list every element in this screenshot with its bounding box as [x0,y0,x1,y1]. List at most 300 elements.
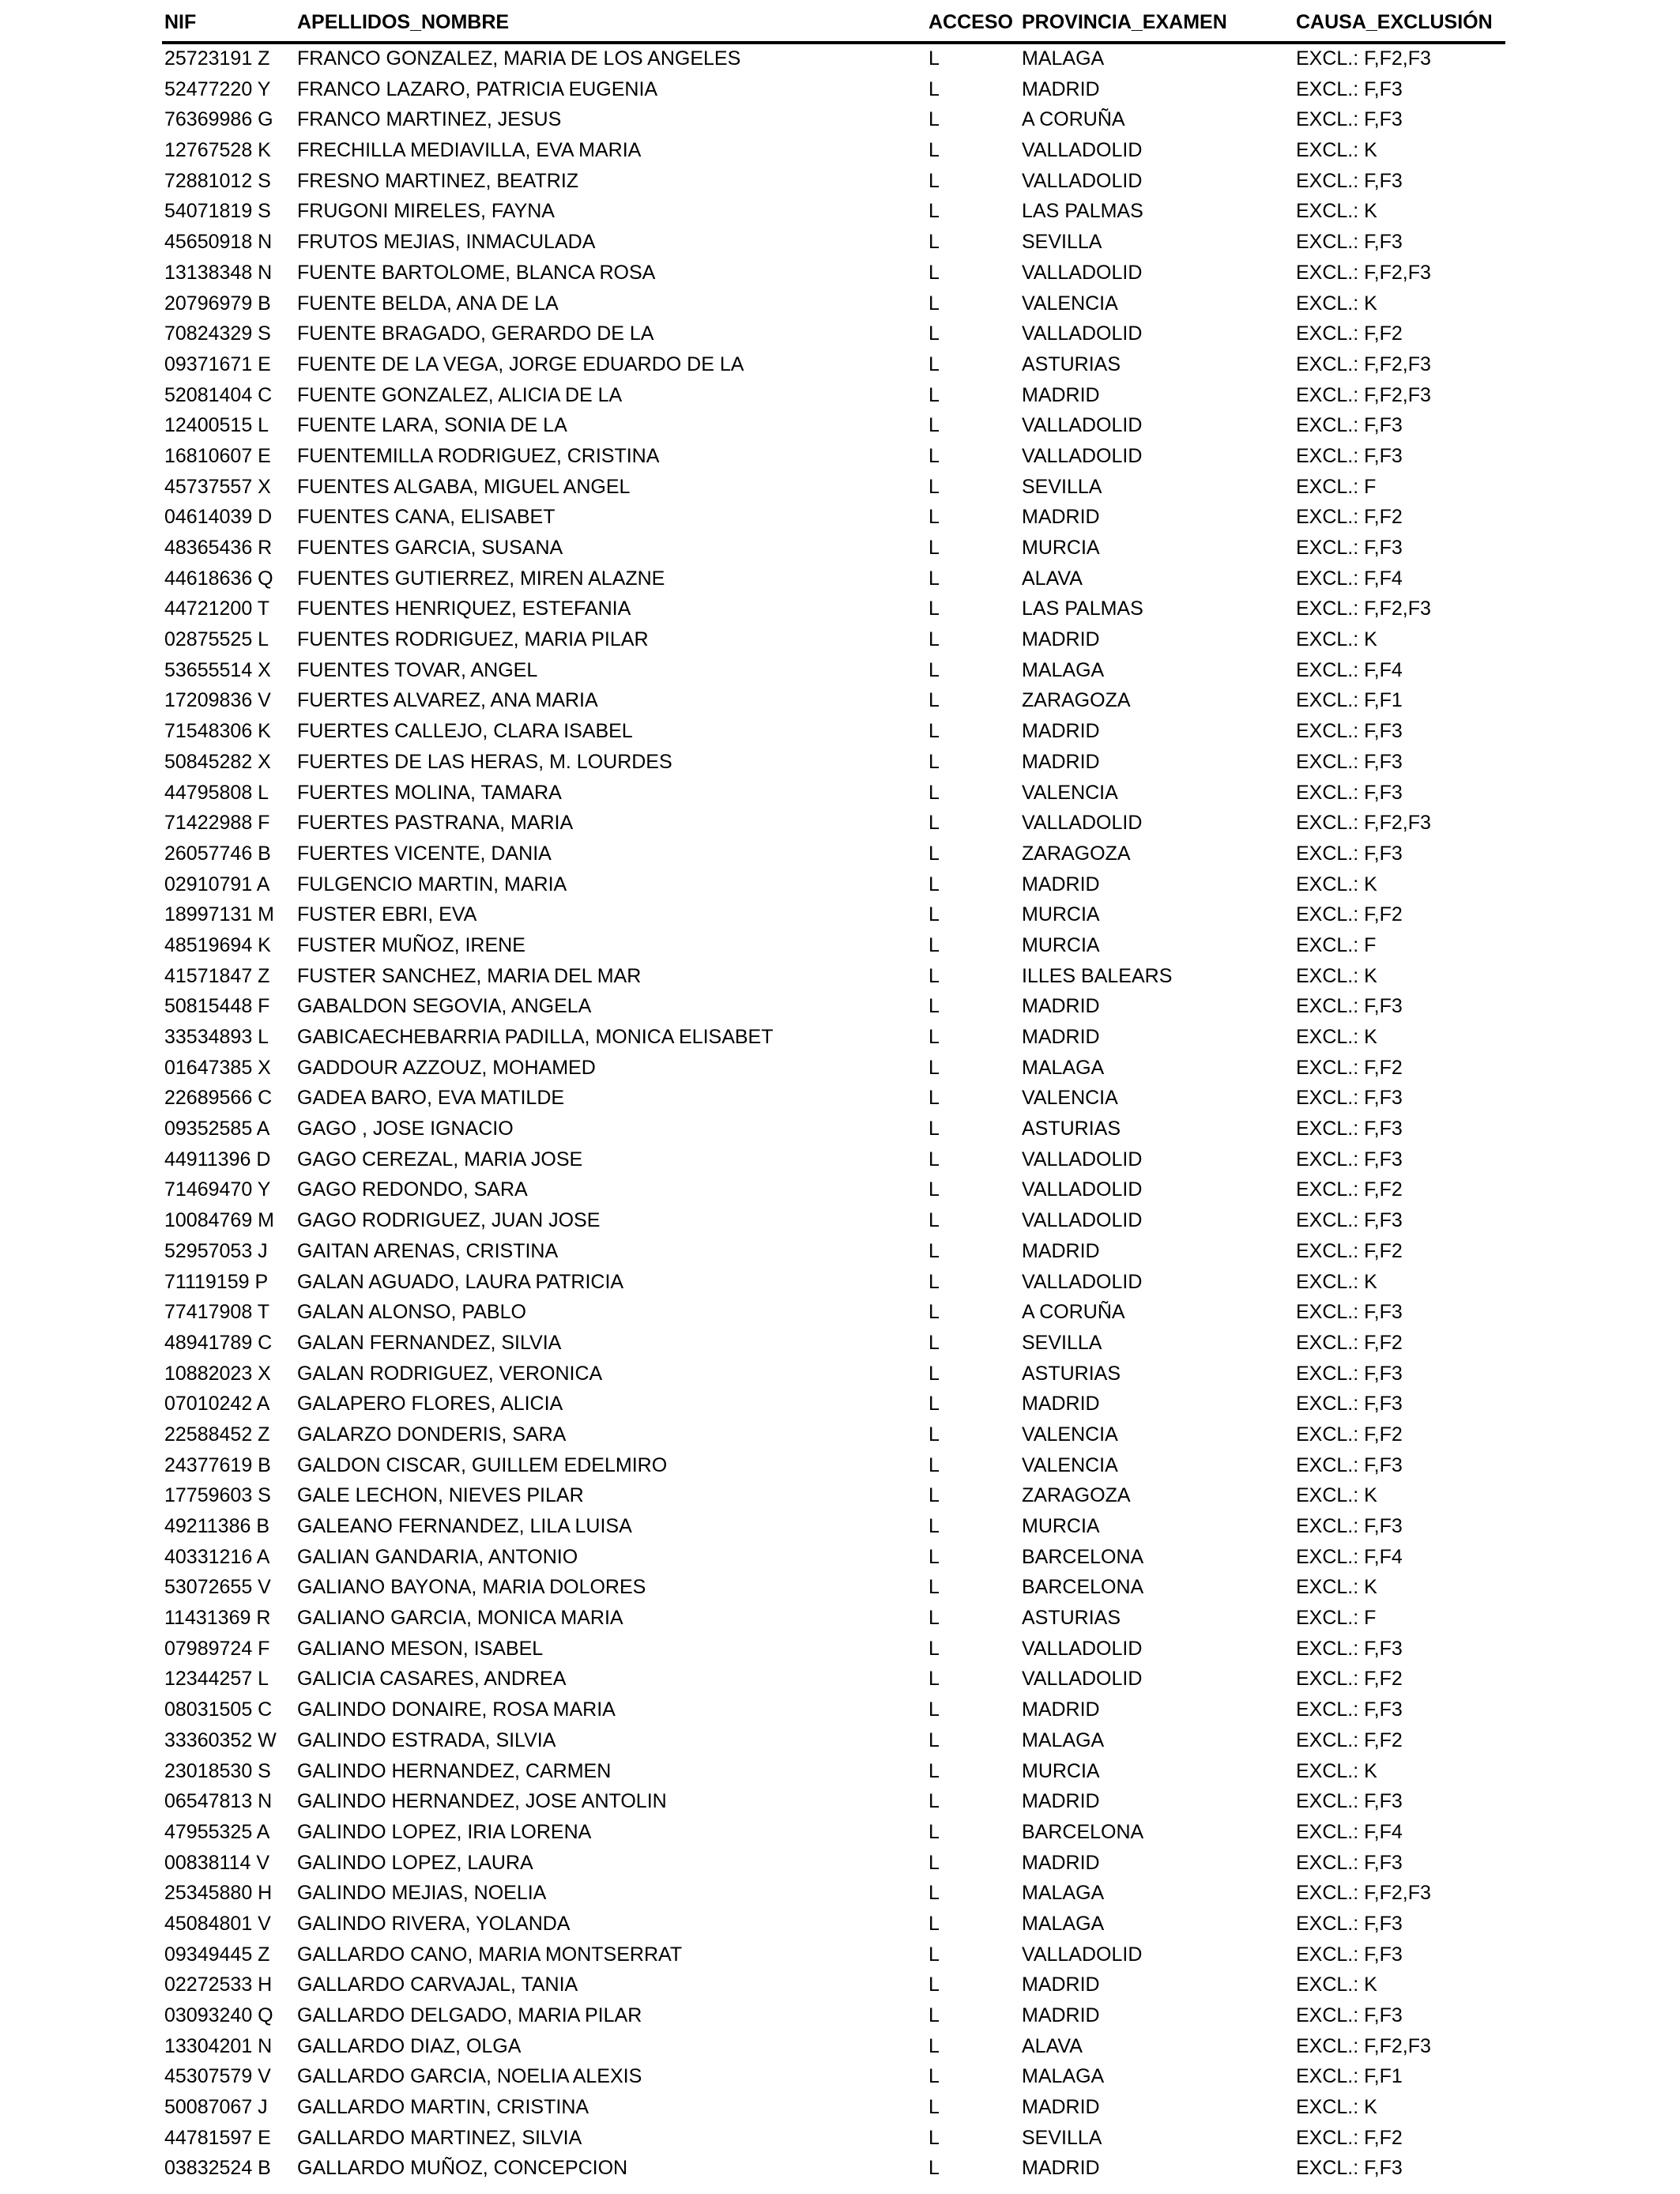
provincia-cell: VALLADOLID [1022,812,1143,835]
name-cell: FUENTE BELDA, ANA DE LA [297,292,559,315]
nif-cell: 10084769 M [164,1209,275,1232]
nif-cell: 77417908 T [164,1301,269,1324]
table-row [0,1268,1680,1299]
acceso-cell: L [929,292,940,315]
table-row [0,2032,1680,2063]
acceso-cell: L [929,2004,940,2026]
nif-cell: 10882023 X [164,1362,271,1385]
provincia-cell: MURCIA [1022,1515,1100,1537]
name-cell: FUENTES HENRIQUEZ, ESTEFANIA [297,598,631,620]
table-row [0,1054,1680,1084]
causa-cell: EXCL.: F,F2 [1296,322,1403,345]
provincia-cell: MADRID [1022,2096,1100,2119]
acceso-cell: L [929,567,940,590]
table-row [0,1940,1680,1971]
table-row [0,962,1680,993]
name-cell: GADEA BARO, EVA MATILDE [297,1087,565,1110]
acceso-cell: L [929,383,940,406]
table-row [0,656,1680,687]
causa-cell: EXCL.: K [1296,1576,1377,1599]
causa-cell: EXCL.: F,F2 [1296,1423,1403,1446]
acceso-cell: L [929,1087,940,1110]
nif-cell: 16810607 E [164,444,271,467]
nif-cell: 44781597 E [164,2126,271,2149]
acceso-cell: L [929,1576,940,1599]
causa-cell: EXCL.: F,F2 [1296,1331,1403,1354]
table-row [0,1695,1680,1726]
provincia-cell: VALLADOLID [1022,1270,1143,1293]
provincia-cell: VALLADOLID [1022,261,1143,284]
causa-cell: EXCL.: F,F2 [1296,1668,1403,1691]
name-cell: FUERTES MOLINA, TAMARA [297,781,562,804]
nif-cell: 11431369 R [164,1607,271,1630]
causa-cell: EXCL.: F,F3 [1296,1515,1403,1537]
nif-cell: 71119159 P [164,1270,269,1293]
acceso-cell: L [929,1851,940,1874]
nif-cell: 00838114 V [164,1851,269,1874]
table-row [0,75,1680,106]
causa-cell: EXCL.: F,F2,F3 [1296,261,1431,284]
acceso-cell: L [929,1790,940,1813]
acceso-cell: L [929,720,940,743]
name-cell: GALIANO GARCIA, MONICA MARIA [297,1607,623,1630]
table-row [0,778,1680,809]
table-row [0,1512,1680,1543]
causa-cell: EXCL.: F,F3 [1296,1943,1403,1966]
provincia-cell: MADRID [1022,1973,1100,1996]
acceso-cell: L [929,322,940,345]
provincia-cell: VALENCIA [1022,292,1118,315]
provincia-cell: ILLES BALEARS [1022,964,1173,987]
acceso-cell: L [929,2096,940,2119]
nif-cell: 71548306 K [164,720,271,743]
table-row [0,1023,1680,1054]
acceso-cell: L [929,1943,940,1966]
table-row [0,809,1680,839]
provincia-cell: LAS PALMAS [1022,200,1143,223]
causa-cell: EXCL.: F,F2 [1296,1239,1403,1262]
name-cell: FRECHILLA MEDIAVILLA, EVA MARIA [297,139,642,162]
nif-cell: 25345880 H [164,1882,273,1905]
provincia-cell: MADRID [1022,1026,1100,1048]
table-row [0,1970,1680,2001]
name-cell: GALINDO LOPEZ, IRIA LORENA [297,1820,592,1843]
name-cell: GADDOUR AZZOUZ, MOHAMED [297,1056,596,1079]
acceso-cell: L [929,1759,940,1782]
nif-cell: 23018530 S [164,1759,271,1782]
acceso-cell: L [929,1331,940,1354]
table-row [0,197,1680,228]
acceso-cell: L [929,77,940,100]
causa-cell: EXCL.: K [1296,2096,1377,2119]
name-cell: FUERTES ALVAREZ, ANA MARIA [297,689,598,712]
nif-cell: 45307579 V [164,2065,271,2088]
nif-cell: 04614039 D [164,506,273,529]
causa-cell: EXCL.: F,F3 [1296,169,1403,192]
table-row [0,625,1680,656]
provincia-cell: BARCELONA [1022,1820,1144,1843]
provincia-cell: VALLADOLID [1022,1668,1143,1691]
acceso-cell: L [929,47,940,70]
nif-cell: 09349445 Z [164,1943,270,1966]
nif-cell: 07989724 F [164,1637,270,1660]
causa-cell: EXCL.: F,F3 [1296,1362,1403,1385]
name-cell: GALLARDO CARVAJAL, TANIA [297,1973,578,1996]
table-row [0,1543,1680,1574]
acceso-cell: L [929,2126,940,2149]
nif-cell: 17209836 V [164,689,271,712]
provincia-cell: ALAVA [1022,567,1083,590]
causa-cell: EXCL.: F,F3 [1296,77,1403,100]
nif-cell: 12767528 K [164,139,271,162]
name-cell: FRANCO LAZARO, PATRICIA EUGENIA [297,77,658,100]
nif-cell: 53655514 X [164,658,271,681]
nif-cell: 08031505 C [164,1698,273,1721]
causa-cell: EXCL.: F,F2 [1296,1728,1403,1751]
name-cell: FUSTER MUÑOZ, IRENE [297,933,525,956]
causa-cell: EXCL.: F,F3 [1296,108,1403,131]
acceso-cell: L [929,139,940,162]
acceso-cell: L [929,598,940,620]
nif-cell: 12400515 L [164,414,269,437]
acceso-cell: L [929,812,940,835]
table-row [0,1084,1680,1114]
nif-cell: 70824329 S [164,322,271,345]
nif-cell: 45084801 V [164,1912,271,1935]
nif-cell: 01647385 X [164,1056,271,1079]
provincia-cell: ZARAGOZA [1022,1484,1131,1507]
acceso-cell: L [929,842,940,865]
name-cell: GALARZO DONDERIS, SARA [297,1423,567,1446]
table-row [0,1145,1680,1176]
acceso-cell: L [929,1515,940,1537]
name-cell: GALLARDO DIAZ, OLGA [297,2034,522,2057]
table-row [0,748,1680,778]
acceso-cell: L [929,1882,940,1905]
provincia-cell: VALLADOLID [1022,1943,1143,1966]
acceso-cell: L [929,1056,940,1079]
acceso-cell: L [929,2034,940,2057]
acceso-cell: L [929,444,940,467]
nif-cell: 71469470 Y [164,1178,271,1201]
name-cell: GALAN AGUADO, LAURA PATRICIA [297,1270,624,1293]
causa-cell: EXCL.: K [1296,139,1377,162]
acceso-cell: L [929,169,940,192]
causa-cell: EXCL.: K [1296,1973,1377,1996]
provincia-cell: MADRID [1022,2157,1100,2180]
acceso-cell: L [929,1118,940,1140]
nif-cell: 49211386 B [164,1515,269,1537]
acceso-cell: L [929,689,940,712]
table-row [0,1634,1680,1665]
table-row [0,228,1680,258]
provincia-cell: MADRID [1022,720,1100,743]
nif-cell: 40331216 A [164,1545,270,1568]
header-nif: NIF [164,11,197,33]
provincia-cell: MALAGA [1022,658,1105,681]
provincia-cell: MALAGA [1022,47,1105,70]
table-row [0,44,1680,75]
nif-cell: 20796979 B [164,292,271,315]
acceso-cell: L [929,1545,940,1568]
table-row [0,105,1680,136]
causa-cell: EXCL.: F,F3 [1296,1148,1403,1171]
causa-cell: EXCL.: F,F3 [1296,444,1403,467]
acceso-cell: L [929,1453,940,1476]
provincia-cell: MURCIA [1022,1759,1100,1782]
name-cell: FULGENCIO MARTIN, MARIA [297,873,567,895]
causa-cell: EXCL.: F,F3 [1296,1698,1403,1721]
table-row [0,2093,1680,2124]
provincia-cell: VALLADOLID [1022,1209,1143,1232]
table-row [0,1389,1680,1420]
causa-cell: EXCL.: F,F2,F3 [1296,812,1431,835]
nif-cell: 76369986 G [164,108,273,131]
provincia-cell: BARCELONA [1022,1576,1144,1599]
provincia-cell: MADRID [1022,995,1100,1018]
causa-cell: EXCL.: K [1296,628,1377,651]
name-cell: FUENTES GARCIA, SUSANA [297,537,563,559]
name-cell: GALAPERO FLORES, ALICIA [297,1393,563,1416]
table-row [0,1298,1680,1329]
provincia-cell: VALLADOLID [1022,1178,1143,1201]
table-row [0,1726,1680,1757]
name-cell: GABICAECHEBARRIA PADILLA, MONICA ELISABET [297,1026,774,1048]
name-cell: GALEANO FERNANDEZ, LILA LUISA [297,1515,632,1537]
acceso-cell: L [929,1728,940,1751]
provincia-cell: MADRID [1022,1790,1100,1813]
nif-cell: 07010242 A [164,1393,270,1416]
acceso-cell: L [929,903,940,926]
causa-cell: EXCL.: F,F3 [1296,1087,1403,1110]
acceso-cell: L [929,1026,940,1048]
nif-cell: 44795808 L [164,781,269,804]
acceso-cell: L [929,873,940,895]
table-row [0,1757,1680,1788]
causa-cell: EXCL.: F,F3 [1296,781,1403,804]
causa-cell: EXCL.: F,F3 [1296,414,1403,437]
name-cell: GAGO CEREZAL, MARIA JOSE [297,1148,583,1171]
causa-cell: EXCL.: F [1296,933,1377,956]
provincia-cell: VALLADOLID [1022,414,1143,437]
provincia-cell: VALLADOLID [1022,1148,1143,1171]
table-row [0,931,1680,962]
causa-cell: EXCL.: F,F3 [1296,1118,1403,1140]
causa-cell: EXCL.: F,F3 [1296,231,1403,254]
table-row [0,2154,1680,2185]
name-cell: FUENTE BARTOLOME, BLANCA ROSA [297,261,656,284]
table-row [0,442,1680,473]
nif-cell: 45737557 X [164,475,271,498]
name-cell: GALLARDO GARCIA, NOELIA ALEXIS [297,2065,642,2088]
causa-cell: EXCL.: K [1296,200,1377,223]
nif-cell: 18997131 M [164,903,275,926]
table-row [0,1359,1680,1390]
provincia-cell: VALLADOLID [1022,444,1143,467]
name-cell: FUERTES DE LAS HERAS, M. LOURDES [297,750,672,773]
table-row [0,1206,1680,1237]
causa-cell: EXCL.: F,F3 [1296,1912,1403,1935]
provincia-cell: MALAGA [1022,1912,1105,1935]
causa-cell: EXCL.: F,F3 [1296,995,1403,1018]
acceso-cell: L [929,1178,940,1201]
table-row [0,381,1680,412]
table-row [0,1481,1680,1512]
causa-cell: EXCL.: F,F3 [1296,720,1403,743]
acceso-cell: L [929,1912,940,1935]
name-cell: GAITAN ARENAS, CRISTINA [297,1239,559,1262]
nif-cell: 02910791 A [164,873,270,895]
acceso-cell: L [929,414,940,437]
nif-cell: 53072655 V [164,1576,271,1599]
table-row [0,136,1680,167]
name-cell: FUERTES PASTRANA, MARIA [297,812,574,835]
name-cell: GALLARDO CANO, MARIA MONTSERRAT [297,1943,683,1966]
provincia-cell: MALAGA [1022,1882,1105,1905]
nif-cell: 44911396 D [164,1148,271,1171]
acceso-cell: L [929,995,940,1018]
acceso-cell: L [929,781,940,804]
table-row [0,1420,1680,1451]
table-row [0,411,1680,442]
nif-cell: 72881012 S [164,169,271,192]
causa-cell: EXCL.: F,F4 [1296,567,1403,590]
acceso-cell: L [929,750,940,773]
name-cell: GALLARDO MARTIN, CRISTINA [297,2096,590,2119]
name-cell: FRESNO MARTINEZ, BEATRIZ [297,169,579,192]
provincia-cell: MADRID [1022,628,1100,651]
provincia-cell: VALENCIA [1022,1453,1118,1476]
table-row [0,870,1680,901]
name-cell: GALAN FERNANDEZ, SILVIA [297,1331,562,1354]
provincia-cell: ZARAGOZA [1022,689,1131,712]
nif-cell: 03093240 Q [164,2004,273,2026]
causa-cell: EXCL.: F,F3 [1296,1637,1403,1660]
causa-cell: EXCL.: K [1296,292,1377,315]
name-cell: FUENTE DE LA VEGA, JORGE EDUARDO DE LA [297,352,744,375]
causa-cell: EXCL.: F,F1 [1296,2065,1403,2088]
name-cell: FRUGONI MIRELES, FAYNA [297,200,555,223]
causa-cell: EXCL.: F,F2,F3 [1296,2034,1431,2057]
name-cell: GAGO , JOSE IGNACIO [297,1118,514,1140]
causa-cell: EXCL.: K [1296,1270,1377,1293]
name-cell: FRANCO GONZALEZ, MARIA DE LOS ANGELES [297,47,741,70]
acceso-cell: L [929,1301,940,1324]
causa-cell: EXCL.: F,F2 [1296,903,1403,926]
name-cell: GALICIA CASARES, ANDREA [297,1668,567,1691]
table-row [0,2124,1680,2154]
table-row [0,900,1680,931]
table-row [0,258,1680,289]
provincia-cell: SEVILLA [1022,2126,1102,2149]
table-row [0,1114,1680,1145]
acceso-cell: L [929,2157,940,2180]
nif-cell: 52081404 C [164,383,273,406]
table-row [0,1329,1680,1359]
acceso-cell: L [929,108,940,131]
acceso-cell: L [929,1607,940,1630]
causa-cell: EXCL.: F,F3 [1296,750,1403,773]
causa-cell: EXCL.: F,F3 [1296,1851,1403,1874]
acceso-cell: L [929,506,940,529]
table-body [0,44,1680,2185]
provincia-cell: SEVILLA [1022,1331,1102,1354]
name-cell: GALLARDO MUÑOZ, CONCEPCION [297,2157,628,2180]
acceso-cell: L [929,1820,940,1843]
name-cell: FUERTES CALLEJO, CLARA ISABEL [297,720,633,743]
causa-cell: EXCL.: F,F2 [1296,2126,1403,2149]
acceso-cell: L [929,1668,940,1691]
name-cell: GALINDO HERNANDEZ, CARMEN [297,1759,612,1782]
provincia-cell: MADRID [1022,77,1100,100]
provincia-cell: MALAGA [1022,1056,1105,1079]
nif-cell: 45650918 N [164,231,273,254]
provincia-cell: MADRID [1022,750,1100,773]
name-cell: FUENTE LARA, SONIA DE LA [297,414,567,437]
acceso-cell: L [929,1973,940,1996]
provincia-cell: MURCIA [1022,933,1100,956]
causa-cell: EXCL.: F,F3 [1296,1453,1403,1476]
table-row [0,1664,1680,1695]
name-cell: FRANCO MARTINEZ, JESUS [297,108,562,131]
causa-cell: EXCL.: K [1296,1484,1377,1507]
provincia-cell: VALENCIA [1022,1423,1118,1446]
nif-cell: 17759603 S [164,1484,271,1507]
table-row [0,2001,1680,2032]
nif-cell: 52957053 J [164,1239,268,1262]
causa-cell: EXCL.: F,F2,F3 [1296,383,1431,406]
header-provincia-examen: PROVINCIA_EXAMEN [1022,11,1227,33]
nif-cell: 47955325 A [164,1820,270,1843]
provincia-cell: SEVILLA [1022,231,1102,254]
header-causa-exclusion: CAUSA_EXCLUSIÓN [1296,11,1493,33]
nif-cell: 41571847 Z [164,964,270,987]
name-cell: GALLARDO MARTINEZ, SILVIA [297,2126,582,2149]
nif-cell: 48365436 R [164,537,273,559]
name-cell: FRUTOS MEJIAS, INMACULADA [297,231,596,254]
acceso-cell: L [929,1637,940,1660]
acceso-cell: L [929,1148,940,1171]
name-cell: GALINDO LOPEZ, LAURA [297,1851,533,1874]
provincia-cell: VALENCIA [1022,1087,1118,1110]
provincia-cell: LAS PALMAS [1022,598,1143,620]
table-row [0,533,1680,564]
nif-cell: 71422988 F [164,812,270,835]
table-row [0,594,1680,625]
causa-cell: EXCL.: F,F2,F3 [1296,352,1431,375]
name-cell: FUENTES CANA, ELISABET [297,506,556,529]
name-cell: GALAN RODRIGUEZ, VERONICA [297,1362,603,1385]
causa-cell: EXCL.: F,F3 [1296,1209,1403,1232]
name-cell: FUERTES VICENTE, DANIA [297,842,552,865]
nif-cell: 06547813 N [164,1790,273,1813]
table-row [0,1879,1680,1909]
causa-cell: EXCL.: K [1296,964,1377,987]
causa-cell: EXCL.: F [1296,1607,1377,1630]
causa-cell: EXCL.: F,F3 [1296,2004,1403,2026]
provincia-cell: MADRID [1022,1698,1100,1721]
acceso-cell: L [929,352,940,375]
name-cell: GALLARDO DELGADO, MARIA PILAR [297,2004,642,2026]
provincia-cell: VALLADOLID [1022,322,1143,345]
causa-cell: EXCL.: F,F3 [1296,1790,1403,1813]
nif-cell: 02272533 H [164,1973,273,1996]
name-cell: GALINDO ESTRADA, SILVIA [297,1728,556,1751]
table-row [0,839,1680,870]
acceso-cell: L [929,1393,940,1416]
nif-cell: 33360352 W [164,1728,277,1751]
provincia-cell: SEVILLA [1022,475,1102,498]
